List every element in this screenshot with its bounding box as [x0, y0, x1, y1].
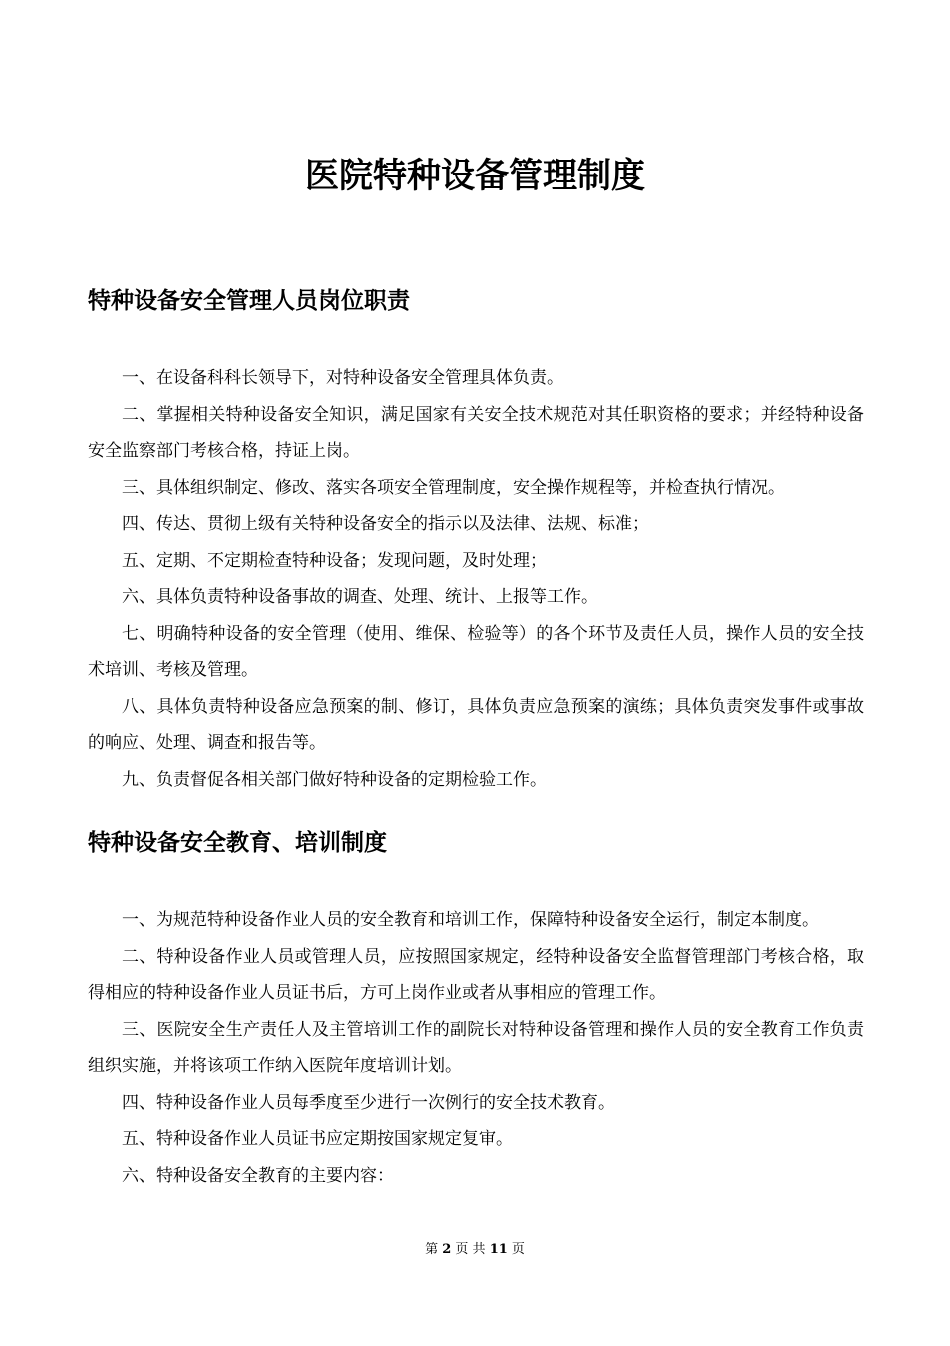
paragraph: 一、为规范特种设备作业人员的安全教育和培训工作，保障特种设备安全运行，制定本制度。	[122, 910, 819, 930]
section-heading-duties: 特种设备安全管理人员岗位职责	[88, 288, 410, 314]
footer-total-pages: 11	[489, 1242, 508, 1257]
section-body-duties	[88, 360, 864, 798]
paragraph: 三、医院安全生产责任人及主管培训工作的副院长对特种设备管理和操作人员的安全教育工作负责组织实施，并将该项工作纳入医院年度培训计划。	[88, 1019, 864, 1076]
paragraph: 四、特种设备作业人员每季度至少进行一次例行的安全技术教育。	[122, 1092, 615, 1113]
footer-suffix: 页	[511, 1242, 525, 1257]
paragraph: 七、明确特种设备的安全管理（使用、维保、检验等）的各个环节及责任人员，操作人员的安全技术培训、考核及管理。	[88, 623, 864, 680]
paragraph: 五、特种设备作业人员证书应定期按国家规定复审。	[122, 1129, 513, 1149]
section-body-training	[88, 902, 864, 1194]
footer-current-page: 2	[442, 1242, 452, 1257]
footer-middle: 页 共	[455, 1242, 486, 1257]
paragraph: 四、传达、贯彻上级有关特种设备安全的指示以及法律、法规、标准；	[122, 514, 649, 534]
paragraph: 九、负责督促各相关部门做好特种设备的定期检验工作。	[122, 769, 547, 790]
paragraph: 三、具体组织制定、修改、落实各项安全管理制度，安全操作规程等，并检查执行情况。	[122, 477, 785, 498]
paragraph: 五、定期、不定期检查特种设备；发现问题，及时处理；	[122, 550, 547, 571]
paragraph: 二、特种设备作业人员或管理人员，应按照国家规定，经特种设备安全监督管理部门考核合格，取得相应的特种设备作业人员证书后，方可上岗作业或者从事相应的管理工作。	[88, 946, 864, 1003]
paragraph: 六、具体负责特种设备事故的调查、处理、统计、上报等工作。	[122, 587, 598, 607]
paragraph: 二、掌握相关特种设备安全知识，满足国家有关安全技术规范对其任职资格的要求；并经特种设备安全监察部门考核合格，持证上岗。	[88, 404, 864, 461]
section-heading-training: 特种设备安全教育、培训制度	[88, 830, 387, 856]
footer-prefix: 第	[425, 1242, 439, 1257]
page-footer	[0, 1241, 950, 1259]
paragraph: 八、具体负责特种设备应急预案的制、修订，具体负责应急预案的演练；具体负责突发事件或事故的响应、处理、调查和报告等。	[88, 696, 864, 753]
document-title: 医院特种设备管理制度	[305, 156, 645, 196]
paragraph: 一、在设备科科长领导下，对特种设备安全管理具体负责。	[122, 368, 564, 388]
paragraph: 六、特种设备安全教育的主要内容：	[122, 1165, 394, 1186]
